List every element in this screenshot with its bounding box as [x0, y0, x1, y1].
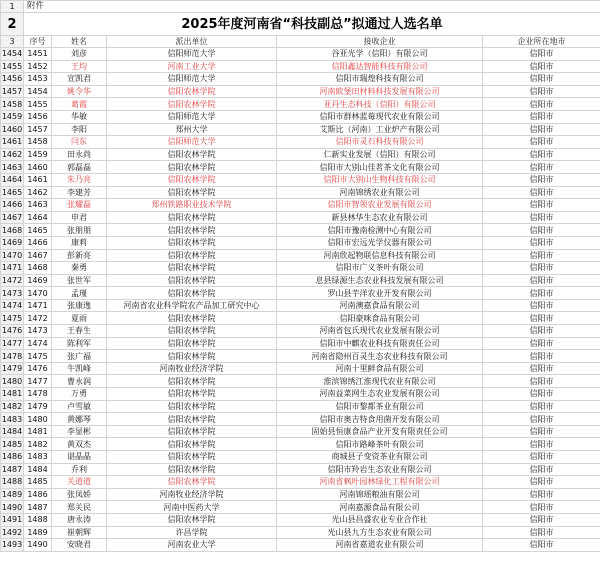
cell-company[interactable]: 信阳市豫南检测中心有限公司: [277, 224, 483, 237]
row-header[interactable]: 1471: [1, 263, 23, 273]
table-row: [1, 325, 600, 338]
cell-name[interactable]: 关道道: [52, 476, 107, 489]
cell-city[interactable]: 信阳市: [483, 211, 600, 224]
cell-seq[interactable]: 1463: [24, 199, 52, 212]
row-header[interactable]: 1473: [1, 288, 23, 298]
cell-unit[interactable]: 信阳农林学院: [107, 161, 277, 174]
cell-name[interactable]: 李显彬: [52, 425, 107, 438]
cell-company[interactable]: 信阳市黎都茶业有限公司: [277, 400, 483, 413]
cell-company[interactable]: 仁新实业发展（信阳）有限公司: [277, 148, 483, 161]
cell-seq[interactable]: 1489: [24, 526, 52, 539]
cell-unit[interactable]: 信阳农林学院: [107, 375, 277, 388]
cell-name[interactable]: 郑关民: [52, 501, 107, 514]
table-row: [1, 312, 600, 325]
cell-city[interactable]: 信阳市: [483, 136, 600, 149]
table-row: [1, 161, 600, 174]
cell-city[interactable]: 信阳市: [483, 312, 600, 325]
table-row: [1, 236, 600, 249]
cell-unit[interactable]: 信阳农林学院: [107, 85, 277, 98]
cell-name[interactable]: 闫东: [52, 136, 107, 149]
table-row: [1, 136, 600, 149]
cell-company[interactable]: 淮滨锦绣江淮现代农业有限公司: [277, 375, 483, 388]
table-row: [1, 211, 600, 224]
cell-unit[interactable]: 河南工业大学: [107, 60, 277, 73]
cell-name[interactable]: 朱乃亮: [52, 173, 107, 186]
cell-unit[interactable]: 信阳农林学院: [107, 337, 277, 350]
table-row: [1, 425, 600, 438]
cell-city[interactable]: 信阳市: [483, 425, 600, 438]
cell-unit[interactable]: 信阳农林学院: [107, 98, 277, 111]
table-row: [1, 173, 600, 186]
cell-seq[interactable]: 1457: [24, 123, 52, 136]
cell-name[interactable]: 乔利: [52, 463, 107, 476]
cell-seq[interactable]: 1478: [24, 388, 52, 401]
cell-company[interactable]: 信阳市灵石科技有限公司: [277, 136, 483, 149]
row-header[interactable]: 1491: [1, 515, 23, 525]
row-header[interactable]: 1468: [1, 225, 23, 235]
cell-city[interactable]: 信阳市: [483, 451, 600, 464]
cell-unit[interactable]: 信阳农林学院: [107, 438, 277, 451]
cell-name[interactable]: 郭磊磊: [52, 161, 107, 174]
cell-city[interactable]: 信阳市: [483, 287, 600, 300]
cell-name[interactable]: 张凤娇: [52, 488, 107, 501]
table-row: [1, 249, 600, 262]
cell-city[interactable]: 信阳市: [483, 123, 600, 136]
header-name[interactable]: 姓名: [52, 36, 107, 48]
cell-seq[interactable]: 1490: [24, 539, 52, 552]
cell-company[interactable]: 河南十里鲜食品有限公司: [277, 362, 483, 375]
row-header[interactable]: 1464: [1, 175, 23, 185]
cell-name[interactable]: 张康逸: [52, 299, 107, 312]
cell-city[interactable]: 信阳市: [483, 85, 600, 98]
row-header[interactable]: 1465: [1, 187, 23, 197]
table-row: [1, 186, 600, 199]
row-header[interactable]: 1460: [1, 124, 23, 134]
cell-company[interactable]: 信阳市大别山生物科技有限公司: [277, 173, 483, 186]
cell-city[interactable]: 信阳市: [483, 337, 600, 350]
cell-name[interactable]: 张朋朋: [52, 224, 107, 237]
cell-unit[interactable]: 郑州大学: [107, 123, 277, 136]
cell-company[interactable]: 河南锦绣农业有限公司: [277, 186, 483, 199]
table-row: [1, 463, 600, 476]
cell-company[interactable]: 河南嘉源食品有限公司: [277, 501, 483, 514]
row-header[interactable]: 1477: [1, 338, 23, 348]
cell-name[interactable]: 华敏: [52, 110, 107, 123]
row-header[interactable]: 1472: [1, 275, 23, 285]
cell-city[interactable]: 信阳市: [483, 98, 600, 111]
cell-city[interactable]: 信阳市: [483, 48, 600, 61]
cell-name[interactable]: 康莉: [52, 236, 107, 249]
cell-company[interactable]: 商城县子变资茶业有限公司: [277, 451, 483, 464]
table-row: [1, 451, 600, 464]
cell-company[interactable]: 河南省隐州百灵生态农业科技有限公司: [277, 350, 483, 363]
table-row: [1, 488, 600, 501]
row-header[interactable]: 1476: [1, 326, 23, 336]
cell-company[interactable]: 固始县恒康食品产业开发有限责任公司: [277, 425, 483, 438]
cell-city[interactable]: 信阳市: [483, 60, 600, 73]
row-header[interactable]: 1482: [1, 401, 23, 411]
cell-city[interactable]: 信阳市: [483, 350, 600, 363]
row-header[interactable]: 1458: [1, 99, 23, 109]
cell-company[interactable]: 河南省枫叶园林绿化工程有限公司: [277, 476, 483, 489]
row-header[interactable]: 1480: [1, 376, 23, 386]
header-company[interactable]: 接收企业: [277, 36, 483, 48]
cell-seq[interactable]: 1481: [24, 425, 52, 438]
cell-seq[interactable]: 1460: [24, 161, 52, 174]
table-row: [1, 526, 600, 539]
table-row: [1, 60, 600, 73]
table-row: [1, 262, 600, 275]
cell-company[interactable]: 信阳市大别山佳茗茶文化有限公司: [277, 161, 483, 174]
table-row: [1, 123, 600, 136]
cell-unit[interactable]: 信阳师范大学: [107, 73, 277, 86]
cell-city[interactable]: 信阳市: [483, 236, 600, 249]
row-header[interactable]: 1488: [1, 477, 23, 487]
table-row: [1, 110, 600, 123]
row-header[interactable]: 1485: [1, 439, 23, 449]
table-row: [1, 501, 600, 514]
cell-name[interactable]: 张广福: [52, 350, 107, 363]
cell-name[interactable]: 卢雪敏: [52, 400, 107, 413]
cell-unit[interactable]: 信阳农林学院: [107, 513, 277, 526]
table-row: [1, 274, 600, 287]
cell-unit[interactable]: 河南中医药大学: [107, 501, 277, 514]
cell-unit[interactable]: 信阳农林学院: [107, 287, 277, 300]
cell-city[interactable]: 信阳市: [483, 161, 600, 174]
cell-unit[interactable]: 信阳农林学院: [107, 249, 277, 262]
cell-city[interactable]: 信阳市: [483, 199, 600, 212]
cell-company[interactable]: 亚丹生态科技（信阳）有限公司: [277, 98, 483, 111]
cell-city[interactable]: 信阳市: [483, 463, 600, 476]
table-row: [1, 148, 600, 161]
cell-unit[interactable]: 信阳农林学院: [107, 350, 277, 363]
attachment-row: [1, 1, 600, 13]
cell-seq[interactable]: 1458: [24, 136, 52, 149]
row-header[interactable]: 1484: [1, 427, 23, 437]
cell-company[interactable]: 息县绿源生态农业科技发展有限公司: [277, 274, 483, 287]
cell-unit[interactable]: 信阳师范大学: [107, 48, 277, 61]
row-header[interactable]: 1454: [1, 49, 23, 59]
cell-seq[interactable]: 1479: [24, 400, 52, 413]
cell-name[interactable]: 李建芳: [52, 186, 107, 199]
cell-unit[interactable]: 河南农业大学: [107, 539, 277, 552]
cell-company[interactable]: 艾斯比（河南）工业炉产有限公司: [277, 123, 483, 136]
cell-company[interactable]: 罗山县芋洋农业开发有限公司: [277, 287, 483, 300]
table-row: [1, 476, 600, 489]
cell-seq[interactable]: 1453: [24, 73, 52, 86]
cell-name[interactable]: 葛霞: [52, 98, 107, 111]
cell-company[interactable]: 河南澳嘉食品有限公司: [277, 299, 483, 312]
cell-city[interactable]: 信阳市: [483, 73, 600, 86]
header-seq[interactable]: 序号: [24, 36, 52, 48]
cell-name[interactable]: 宣凯君: [52, 73, 107, 86]
cell-company[interactable]: 信阳豪咪食品有限公司: [277, 312, 483, 325]
cell-company[interactable]: 信阳市智领农业发展有限公司: [277, 199, 483, 212]
cell-name[interactable]: 田永尚: [52, 148, 107, 161]
cell-city[interactable]: 信阳市: [483, 388, 600, 401]
row-header[interactable]: 1479: [1, 364, 23, 374]
cell-unit[interactable]: 信阳农林学院: [107, 211, 277, 224]
cell-seq[interactable]: 1482: [24, 438, 52, 451]
cell-name[interactable]: 崔朝辉: [52, 526, 107, 539]
cell-unit[interactable]: 河南牧业经济学院: [107, 488, 277, 501]
cell-seq[interactable]: 1471: [24, 299, 52, 312]
cell-name[interactable]: 王均: [52, 60, 107, 73]
row-header[interactable]: 2: [1, 13, 24, 36]
cell-unit[interactable]: 信阳农林学院: [107, 413, 277, 426]
attachment-label[interactable]: 附件: [24, 1, 600, 13]
cell-city[interactable]: 信阳市: [483, 262, 600, 275]
cell-seq[interactable]: 1451: [24, 48, 52, 61]
cell-unit[interactable]: 信阳农林学院: [107, 148, 277, 161]
cell-unit[interactable]: 信阳农林学院: [107, 476, 277, 489]
cell-city[interactable]: 信阳市: [483, 526, 600, 539]
cell-city[interactable]: 信阳市: [483, 173, 600, 186]
cell-company[interactable]: 谷亚光学（信阳）有限公司: [277, 48, 483, 61]
cell-seq[interactable]: 1475: [24, 350, 52, 363]
cell-seq[interactable]: 1469: [24, 274, 52, 287]
cell-seq[interactable]: 1467: [24, 249, 52, 262]
cell-unit[interactable]: 信阳农林学院: [107, 325, 277, 338]
cell-seq[interactable]: 1472: [24, 312, 52, 325]
cell-city[interactable]: 信阳市: [483, 539, 600, 552]
row-header[interactable]: 1475: [1, 313, 23, 323]
cell-name[interactable]: 陈利军: [52, 337, 107, 350]
table-row: [1, 388, 600, 401]
cell-unit[interactable]: 信阳农林学院: [107, 173, 277, 186]
table-row: [1, 362, 600, 375]
row-header[interactable]: 3: [1, 36, 24, 48]
cell-name[interactable]: 谌晶晶: [52, 451, 107, 464]
cell-city[interactable]: 信阳市: [483, 325, 600, 338]
table-row: [1, 85, 600, 98]
cell-city[interactable]: 信阳市: [483, 513, 600, 526]
row-header[interactable]: 1490: [1, 502, 23, 512]
cell-unit[interactable]: 信阳农林学院: [107, 400, 277, 413]
row-header[interactable]: 1493: [1, 540, 23, 550]
cell-seq[interactable]: 1483: [24, 451, 52, 464]
cell-company[interactable]: 河南锦瑶粮油有限公司: [277, 488, 483, 501]
header-city[interactable]: 企业所在地市: [483, 36, 600, 48]
table-row: [1, 337, 600, 350]
header-unit[interactable]: 派出单位: [107, 36, 277, 48]
row-header[interactable]: 1457: [1, 87, 23, 97]
cell-seq[interactable]: 1452: [24, 60, 52, 73]
cell-unit[interactable]: 河南牧业经济学院: [107, 362, 277, 375]
cell-seq[interactable]: 1480: [24, 413, 52, 426]
cell-city[interactable]: 信阳市: [483, 186, 600, 199]
page-title[interactable]: 2025年度河南省“科技副总”拟通过人选名单: [24, 13, 600, 36]
table-row: [1, 224, 600, 237]
row-header[interactable]: 1469: [1, 238, 23, 248]
cell-company[interactable]: 信阳市瑞煌科技有限公司: [277, 73, 483, 86]
cell-company[interactable]: 光山县九方生态农业有限公司: [277, 526, 483, 539]
header-row: [1, 36, 600, 48]
cell-seq[interactable]: 1485: [24, 476, 52, 489]
cell-unit[interactable]: 信阳农林学院: [107, 224, 277, 237]
cell-city[interactable]: 信阳市: [483, 438, 600, 451]
table-row: [1, 413, 600, 426]
cell-name[interactable]: 万勇: [52, 388, 107, 401]
table-row: [1, 400, 600, 413]
cell-seq[interactable]: 1461: [24, 173, 52, 186]
cell-city[interactable]: 信阳市: [483, 299, 600, 312]
cell-seq[interactable]: 1470: [24, 287, 52, 300]
row-header[interactable]: 1486: [1, 452, 23, 462]
cell-company[interactable]: 信阳市路峰茶叶有限公司: [277, 438, 483, 451]
cell-seq[interactable]: 1474: [24, 337, 52, 350]
cell-city[interactable]: 信阳市: [483, 274, 600, 287]
cell-seq[interactable]: 1476: [24, 362, 52, 375]
cell-unit[interactable]: 信阳农林学院: [107, 451, 277, 464]
cell-seq[interactable]: 1455: [24, 98, 52, 111]
table-row: [1, 438, 600, 451]
cell-seq[interactable]: 1466: [24, 236, 52, 249]
cell-name[interactable]: 唐永涛: [52, 513, 107, 526]
row-header[interactable]: 1463: [1, 162, 23, 172]
row-header[interactable]: 1: [1, 1, 24, 13]
title-row: [1, 13, 600, 36]
table-row: [1, 513, 600, 526]
cell-unit[interactable]: 河南省农业科学院农产品加工研究中心: [107, 299, 277, 312]
cell-company[interactable]: 信阳市广义茶叶有限公司: [277, 262, 483, 275]
cell-unit[interactable]: 信阳农林学院: [107, 262, 277, 275]
row-header[interactable]: 1470: [1, 250, 23, 260]
row-header[interactable]: 1462: [1, 150, 23, 160]
row-header[interactable]: 1481: [1, 389, 23, 399]
row-header[interactable]: 1467: [1, 213, 23, 223]
cell-city[interactable]: 信阳市: [483, 488, 600, 501]
cell-seq[interactable]: 1473: [24, 325, 52, 338]
cell-city[interactable]: 信阳市: [483, 110, 600, 123]
cell-name[interactable]: 夏雨: [52, 312, 107, 325]
cell-seq[interactable]: 1465: [24, 224, 52, 237]
cell-name[interactable]: 王春生: [52, 325, 107, 338]
cell-seq[interactable]: 1477: [24, 375, 52, 388]
cell-unit[interactable]: 郑州铁路职业技术学院: [107, 199, 277, 212]
table-row: [1, 299, 600, 312]
cell-unit[interactable]: 信阳师范大学: [107, 136, 277, 149]
cell-city[interactable]: 信阳市: [483, 375, 600, 388]
cell-name[interactable]: 牛凯峰: [52, 362, 107, 375]
row-header[interactable]: 1483: [1, 414, 23, 424]
cell-name[interactable]: 刘彦: [52, 48, 107, 61]
row-header[interactable]: 1474: [1, 301, 23, 311]
cell-name[interactable]: 秦勇: [52, 262, 107, 275]
cell-name[interactable]: 安晓君: [52, 539, 107, 552]
cell-seq[interactable]: 1459: [24, 148, 52, 161]
cell-company[interactable]: 河南省嘉道农业有限公司: [277, 539, 483, 552]
cell-name[interactable]: 孟瑾: [52, 287, 107, 300]
cell-city[interactable]: 信阳市: [483, 249, 600, 262]
cell-unit[interactable]: 信阳农林学院: [107, 236, 277, 249]
cell-company[interactable]: 新县林华生态农业有限公司: [277, 211, 483, 224]
cell-name[interactable]: 申君: [52, 211, 107, 224]
row-header[interactable]: 1489: [1, 490, 23, 500]
cell-unit[interactable]: 信阳农林学院: [107, 388, 277, 401]
cell-city[interactable]: 信阳市: [483, 400, 600, 413]
cell-unit[interactable]: 信阳农林学院: [107, 463, 277, 476]
cell-unit[interactable]: 许昌学院: [107, 526, 277, 539]
cell-city[interactable]: 信阳市: [483, 476, 600, 489]
cell-company[interactable]: 河南欣起物联信息科技有限公司: [277, 249, 483, 262]
row-header[interactable]: 1466: [1, 200, 23, 210]
cell-unit[interactable]: 信阳农林学院: [107, 312, 277, 325]
table-row: [1, 199, 600, 212]
cell-city[interactable]: 信阳市: [483, 148, 600, 161]
cell-seq[interactable]: 1484: [24, 463, 52, 476]
row-header[interactable]: 1461: [1, 137, 23, 147]
row-header[interactable]: 1492: [1, 527, 23, 537]
cell-seq[interactable]: 1488: [24, 513, 52, 526]
row-header[interactable]: 1459: [1, 112, 23, 122]
cell-company[interactable]: 信阳市羚岩生态农业有限公司: [277, 463, 483, 476]
cell-name[interactable]: 彭新亮: [52, 249, 107, 262]
row-header[interactable]: 1487: [1, 464, 23, 474]
cell-name[interactable]: 黄娜琴: [52, 413, 107, 426]
cell-company[interactable]: 河南省包氏现代农业发展有限公司: [277, 325, 483, 338]
cell-city[interactable]: 信阳市: [483, 501, 600, 514]
cell-company[interactable]: 河南益菜网生态农业发展有限公司: [277, 388, 483, 401]
cell-company[interactable]: 河南欧堡田材料科技发展有限公司: [277, 85, 483, 98]
cell-seq[interactable]: 1464: [24, 211, 52, 224]
cell-unit[interactable]: 信阳师范大学: [107, 110, 277, 123]
cell-company[interactable]: 信阳市中麒农业科技有限责任公司: [277, 337, 483, 350]
cell-name[interactable]: 黄双杰: [52, 438, 107, 451]
table-row: [1, 539, 600, 552]
cell-city[interactable]: 信阳市: [483, 362, 600, 375]
cell-unit[interactable]: 信阳农林学院: [107, 425, 277, 438]
cell-company[interactable]: 光山县昌盛农业专业合作社: [277, 513, 483, 526]
cell-name[interactable]: 张耀磊: [52, 199, 107, 212]
cell-company[interactable]: 信阳市宏远光学仪器有限公司: [277, 236, 483, 249]
cell-seq[interactable]: 1462: [24, 186, 52, 199]
row-header[interactable]: 1456: [1, 74, 23, 84]
cell-name[interactable]: 曹永润: [52, 375, 107, 388]
cell-city[interactable]: 信阳市: [483, 413, 600, 426]
row-header[interactable]: 1478: [1, 351, 23, 361]
table-row: [1, 287, 600, 300]
cell-name[interactable]: 李阳: [52, 123, 107, 136]
cell-unit[interactable]: 信阳农林学院: [107, 186, 277, 199]
row-header[interactable]: 1455: [1, 61, 23, 71]
table-row: [1, 73, 600, 86]
table-row: [1, 375, 600, 388]
cell-company[interactable]: 信阳鑫达智能科技有限公司: [277, 60, 483, 73]
cell-company[interactable]: 信阳市奥吉特食用菌开发有限公司: [277, 413, 483, 426]
cell-seq[interactable]: 1454: [24, 85, 52, 98]
table-row: [1, 350, 600, 363]
table-row: [1, 98, 600, 111]
cell-unit[interactable]: 信阳农林学院: [107, 274, 277, 287]
cell-city[interactable]: 信阳市: [483, 224, 600, 237]
cell-seq[interactable]: 1456: [24, 110, 52, 123]
table-row: [1, 48, 600, 61]
cell-company[interactable]: 信阳市群林蓝莓现代农业有限公司: [277, 110, 483, 123]
cell-seq[interactable]: 1468: [24, 262, 52, 275]
cell-seq[interactable]: 1487: [24, 501, 52, 514]
cell-seq[interactable]: 1486: [24, 488, 52, 501]
cell-name[interactable]: 张世军: [52, 274, 107, 287]
cell-name[interactable]: 姚令华: [52, 85, 107, 98]
